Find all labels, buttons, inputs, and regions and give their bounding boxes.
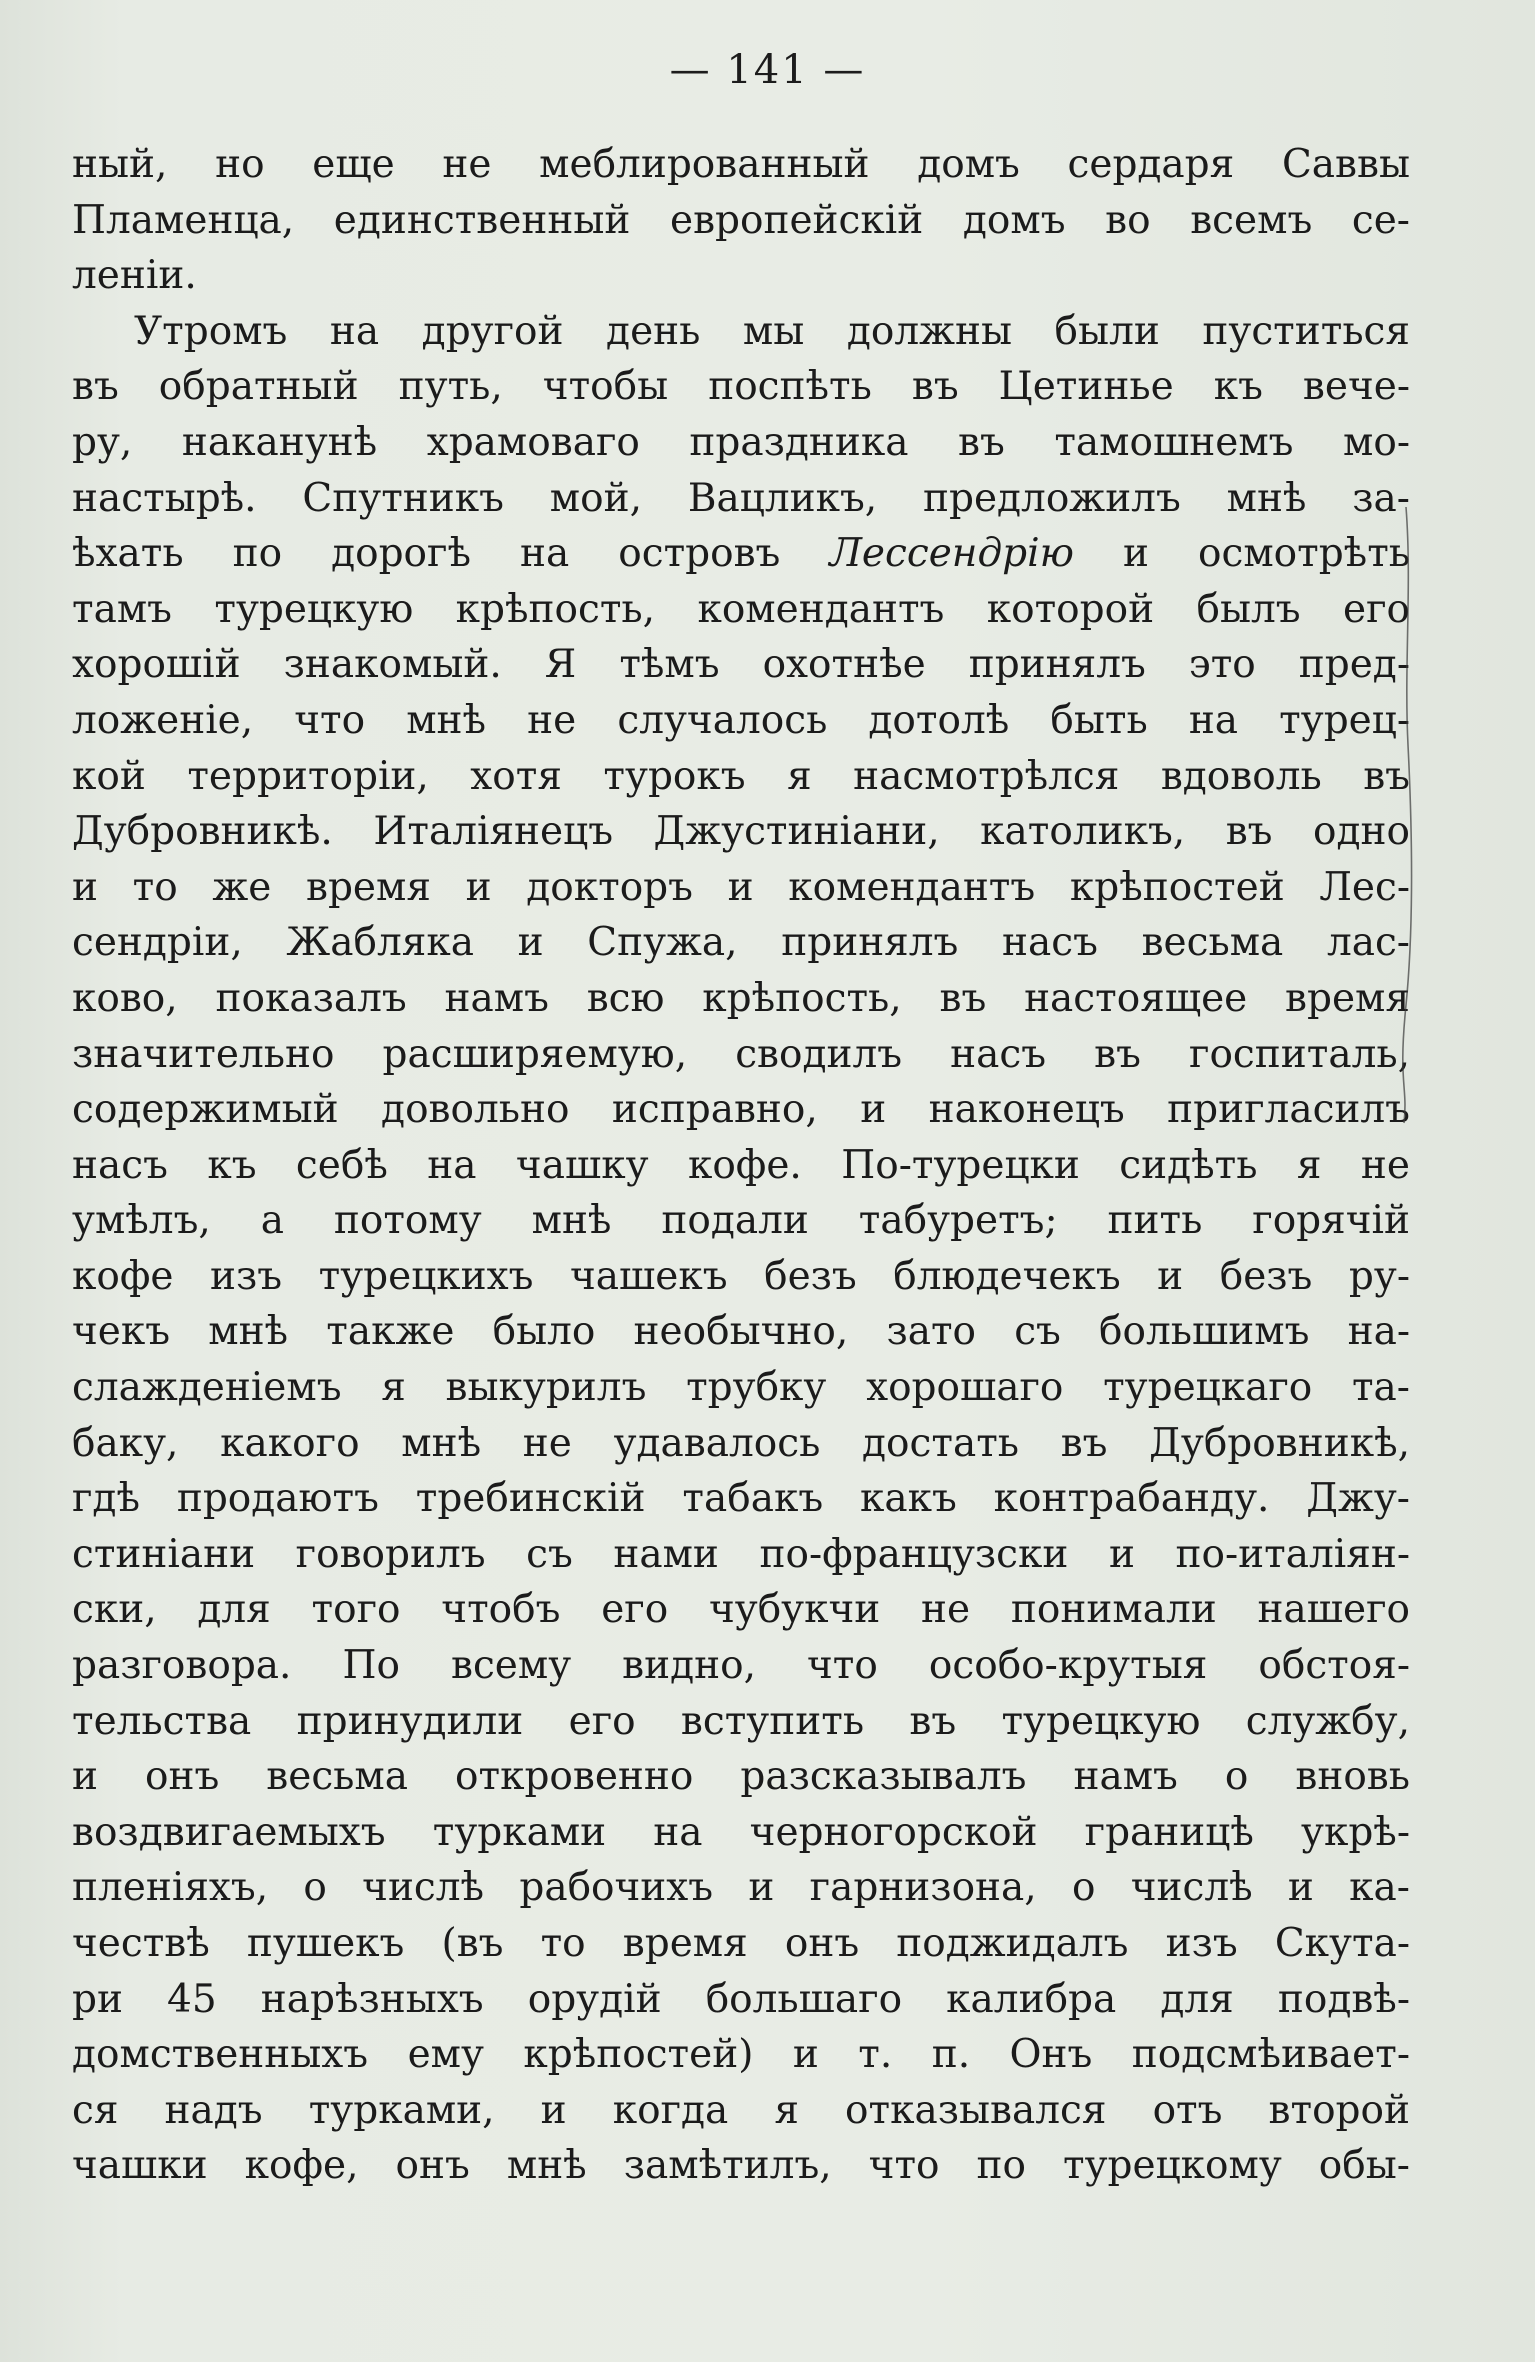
text-line: значительно расширяемую, сводилъ насъ въ госпиталь, (72, 1031, 1410, 1077)
text-line: слажденіемъ я выкурилъ трубку хорошаго турецкаго та- (72, 1365, 1410, 1411)
text-line: и онъ весьма откровенно разсказывалъ намъ о вновь (72, 1754, 1410, 1800)
text-line: ѣхать по дорогѣ на островъ Лессендрію и осмотрѣть (72, 531, 1410, 577)
text-line: чашки кофе, онъ мнѣ замѣтилъ, что по турецкому обы- (72, 2143, 1410, 2189)
text-line: сендріи, Жабляка и Спужа, принялъ насъ весьма лас- (72, 920, 1410, 966)
body-text (72, 137, 1410, 2194)
text-line: чествѣ пушекъ (въ то время онъ поджидалъ изъ Скута- (72, 1921, 1410, 1966)
text-line: хорошій знакомый. Я тѣмъ охотнѣе принялъ это пред- (72, 642, 1410, 688)
text-line: Пламенца, единственный европейскій домъ во всемъ се- (72, 197, 1410, 243)
text-line: ково, показалъ намъ всю крѣпость, въ настоящее время (72, 975, 1410, 1021)
text-line: домственныхъ ему крѣпостей) и т. п. Онъ подсмѣивает- (72, 2032, 1410, 2078)
text-line: кой территоріи, хотя турокъ я насмотрѣлся вдоволь въ (72, 753, 1410, 799)
text-line: ски, для того чтобъ его чубукчи не понимали нашего (72, 1587, 1410, 1633)
text-line: и то же время и докторъ и комендантъ крѣпостей Лес- (72, 864, 1410, 910)
text-line: разговора. По всему видно, что особо-крутыя обстоя- (72, 1643, 1410, 1689)
text-line: содержимый довольно исправно, и наконецъ пригласилъ (72, 1087, 1410, 1133)
text-line: ложеніе, что мнѣ не случалось дотолѣ быть на турец- (72, 697, 1410, 743)
text-line: баку, какого мнѣ не удавалось достать въ Дубровникѣ, (72, 1420, 1410, 1466)
text-line: пленіяхъ, о числѣ рабочихъ и гарнизона, о числѣ и ка- (72, 1865, 1410, 1911)
text-line: воздвигаемыхъ турками на черногорской границѣ укрѣ- (72, 1809, 1410, 1855)
text-line: гдѣ продаютъ требинскій табакъ какъ контрабанду. Джу- (72, 1476, 1410, 1522)
text-line: леніи. (72, 253, 197, 299)
text-line: ру, наканунѣ храмоваго праздника въ тамошнемъ мо- (72, 419, 1410, 465)
text-line: настырѣ. Спутникъ мой, Вацликъ, предложилъ мнѣ за- (72, 475, 1410, 521)
text-line: Утромъ на другой день мы должны были пуститься (134, 308, 1410, 354)
text-line: ся надъ турками, и когда я отказывался отъ второй (72, 2087, 1410, 2133)
margin-pencil-mark (1398, 505, 1418, 1125)
text-line: ный, но еще не меблированный домъ сердаря Саввы (72, 142, 1410, 187)
text-line: въ обратный путь, чтобы поспѣть въ Цетинье къ вече- (72, 364, 1410, 410)
text-line: умѣлъ, а потому мнѣ подали табуретъ; пить горячій (72, 1198, 1410, 1244)
text-line: тельства принудили его вступить въ турецкую службу, (72, 1698, 1410, 1744)
text-line: кофе изъ турецкихъ чашекъ безъ блюдечекъ и безъ ру- (72, 1253, 1410, 1299)
page-number: — 141 — (669, 47, 866, 93)
text-line: Дубровникѣ. Италіянецъ Джустиніани, католикъ, въ одно (72, 809, 1410, 855)
text-line: стиніани говорилъ съ нами по-французски и по-италіян- (72, 1531, 1410, 1577)
text-line: ри 45 нарѣзныхъ орудій большаго калибра для подвѣ- (72, 1976, 1410, 2022)
text-line: чекъ мнѣ также было необычно, зато съ большимъ на- (72, 1309, 1410, 1355)
text-line: тамъ турецкую крѣпость, комендантъ которой былъ его (72, 586, 1410, 632)
text-line: насъ къ себѣ на чашку кофе. По-турецки сидѣть я не (72, 1142, 1410, 1188)
